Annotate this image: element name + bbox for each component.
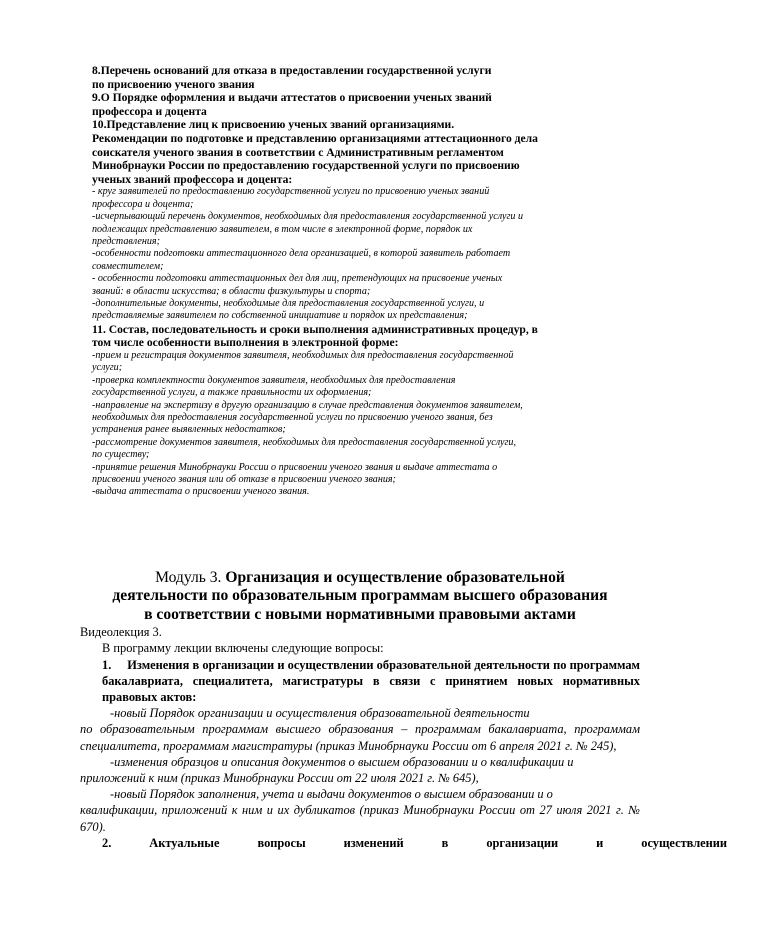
- item-9: 9.О Порядке оформления и выдачи аттестатов о присвоении ученых званий профессора и доцента: [92, 91, 492, 118]
- video-lecture-label: Видеолекция 3.: [80, 625, 162, 640]
- item-10: 10.Представление лиц к присвоению ученых званий организациями.: [92, 118, 455, 132]
- bullet-item: - особенности подготовки аттестационных дел для лиц, претендующих на присвоение ученых званий: в области искусства; в области физкультуры и спорта;: [92, 273, 503, 297]
- procedure-item: -прием и регистрация документов заявителя, необходимых для предоставления государственной услуги;: [92, 350, 514, 374]
- procedure-item: -принятие решения Минобрнауки России о присвоении ученого звания и выдаче аттестата о присвоении ученого звания или об отказе в присвоении ученого звания;: [92, 461, 498, 486]
- bullet-item: - круг заявителей по предоставлению государственной услуги по присвоению ученых званий профессора и доцента;: [92, 186, 490, 210]
- module-section: [80, 569, 728, 851]
- question-2: 2. Актуальные вопросы изменений в организации и осуществлении: [102, 835, 728, 850]
- procedure-item: -проверка комплектности документов заявителя, необходимых для предоставления государственной услуги, а также правильности их оформления;: [92, 374, 456, 399]
- bullet-item: -исчерпывающий перечень документов, необходимых для предоставления государственной услуги и подлежащих представлению заявителем, в том числе в электронной форме, порядок их представления;: [92, 211, 524, 247]
- procedure-item: -выдача аттестата о присвоении ученого звания.: [92, 486, 310, 498]
- item-11: 11. Состав, последовательность и сроки выполнения административных процедур, в том числе особенности выполнения в электронной форме:: [92, 322, 538, 350]
- procedure-item: -рассмотрение документов заявителя, необходимых для предоставления государственной услуги, по существу;: [92, 436, 516, 461]
- document-upper-block: [92, 64, 626, 499]
- question-1-subitem: -изменения образцов и описания документов о высшем образовании и о квалификации и приложений к ним (приказ Минобрнауки России от 22 июля 2021 г. № 645),: [80, 754, 574, 786]
- procedure-item: -направление на экспертизу в другую организацию в случае представления документов заявителем, необходимых для предоставления государственной услуги по присвоению ученого звания, без устранения ранее выявленных недостатков;: [92, 399, 523, 436]
- bullet-item: -особенности подготовки аттестационного дела организацией, в которой заявитель работает совместителем;: [92, 248, 511, 272]
- intro-text: В программу лекции включены следующие вопросы:: [102, 641, 384, 656]
- question-1: 1. Изменения в организации и осуществлении образовательной деятельности по программам бакалавриата, специалитета, магистратуры в связи с принятием новых нормативных правовых актов:: [102, 657, 640, 705]
- item-8: 8.Перечень оснований для отказа в предоставлении государственной услуги по присвоению ученого звания: [92, 64, 492, 91]
- bullet-item: -дополнительные документы, необходимые для предоставления государственной услуги, и представляемые заявителем по собственной инициативе и порядок их представления;: [92, 298, 485, 322]
- recommendation-heading: Рекомендации по подготовке и представлению организациями аттестационного дела соискателя ученого звания в соответствии с Административным регламентом Минобрнауки России по предоставлению государственной услуги по присвоению ученых званий профессора и доцента:: [92, 131, 538, 186]
- question-1-subitem: -новый Порядок организации и осуществления образовательной деятельности по образовательным программам высшего образования – программам бакалавриата, программам специалитета, программам магистратуры (приказ Минобрнауки России от 6 апреля 2021 г. № 245),: [80, 706, 640, 753]
- question-1-subitem: -новый Порядок заполнения, учета и выдачи документов о высшем образовании и о квалификации, приложений к ним и их дубликатов (приказ Минобрнауки России от 27 июля 2021 г. № 670).: [80, 787, 640, 834]
- module-heading: Модуль 3. Организация и осуществление образовательной деятельности по образовательным программам высшего образования в соответствии с новыми нормативными правовыми актами: [112, 569, 608, 623]
